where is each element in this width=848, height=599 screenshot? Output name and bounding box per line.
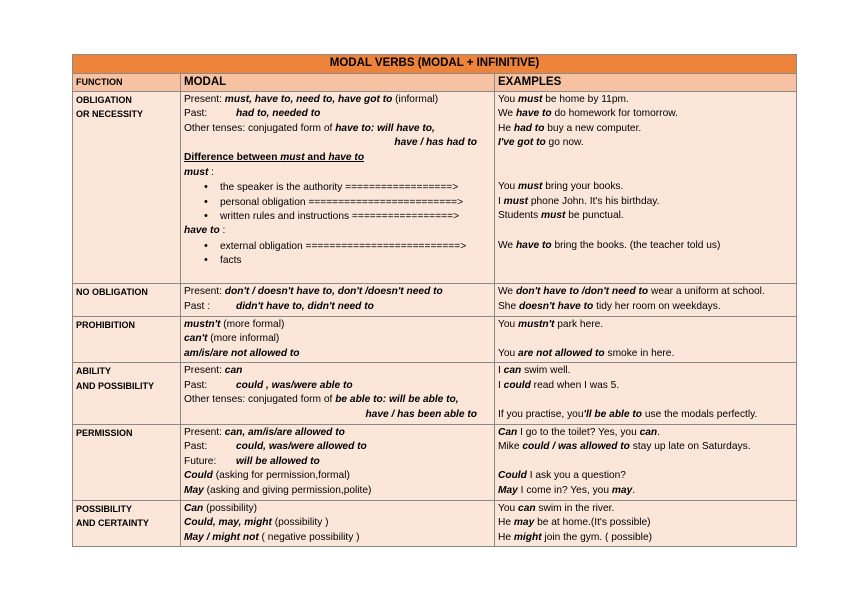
function-cell: POSSIBILITY AND CERTAINTY: [73, 500, 181, 547]
modal-line: [184, 224, 491, 239]
example-text: I ask you a question?: [526, 470, 626, 482]
modal-line: [184, 347, 491, 362]
modal-text: Future:: [184, 455, 217, 467]
modal-text: (asking for permission,formal): [212, 470, 350, 482]
example-text: mustn't: [518, 318, 555, 330]
modal-text: Present:: [184, 365, 225, 377]
example-text: You: [498, 318, 519, 330]
modal-line: [184, 136, 491, 151]
example-line: [498, 93, 793, 108]
modal-text: had to, needed to: [236, 108, 321, 120]
example-text: join the gym. ( possible): [541, 531, 653, 543]
examples-cell: [495, 316, 797, 363]
example-text: must: [518, 181, 543, 193]
modal-line: [184, 455, 491, 470]
examples-cell: [495, 284, 797, 316]
modal-text: :: [208, 166, 215, 178]
example-line: [498, 300, 793, 315]
modal-text: (informal): [392, 93, 439, 105]
header-examples: EXAMPLES: [495, 74, 797, 92]
modal-line: [184, 300, 491, 315]
modal-text: can't: [184, 333, 208, 345]
example-line: [498, 364, 793, 379]
modal-text: Difference between: [184, 151, 281, 163]
modal-text: ( negative possibility ): [258, 531, 360, 543]
modal-line: [184, 379, 491, 394]
example-line: [498, 195, 793, 210]
table-row: [73, 316, 797, 363]
table-row: [73, 424, 797, 500]
example-text: buy a new computer.: [544, 122, 642, 134]
modal-text: must: [280, 151, 305, 163]
example-line: [498, 285, 793, 300]
modal-text: have / has been able to: [365, 409, 477, 421]
modal-text: will be allowed to: [236, 455, 320, 467]
modal-text: and: [304, 151, 329, 163]
example-text: are not allowed to: [518, 347, 605, 359]
modal-line: [184, 516, 491, 531]
modal-line: [184, 285, 491, 300]
modal-text: Present:: [184, 286, 225, 298]
example-line: [498, 379, 793, 394]
modal-text: can: [224, 365, 243, 377]
example-text: bring your books.: [542, 181, 624, 193]
title-row: [73, 55, 797, 74]
example-text: bring the books. (the teacher told us): [551, 239, 721, 251]
modal-text: Other tenses: conjugated form of: [184, 394, 336, 406]
example-text: .: [632, 485, 636, 497]
modal-text: Past:: [184, 379, 208, 391]
function-cell: ABILITY AND POSSIBILITY: [73, 363, 181, 424]
example-text: might: [513, 531, 542, 543]
modal-text: (more formal): [220, 318, 285, 330]
example-line: [498, 239, 793, 254]
example-line: [498, 484, 793, 499]
table-row: [73, 500, 797, 547]
example-text: could: [503, 379, 531, 391]
modal-text: (possibility ): [271, 517, 329, 529]
table-body: [73, 91, 797, 547]
example-text: I: [498, 379, 504, 391]
modal-line: [184, 531, 491, 546]
table-row: [73, 363, 797, 424]
examples-cell: [495, 424, 797, 500]
modal-text: have to: [184, 224, 220, 236]
example-text: Students: [498, 210, 542, 222]
example-text: phone John. It's his birthday.: [528, 195, 660, 207]
modal-line: [184, 253, 491, 268]
example-text: use the modals perfectly.: [641, 409, 758, 421]
modal-text: mustn't: [184, 318, 221, 330]
example-text: can: [639, 426, 658, 438]
example-text: be at home.(It's possible): [534, 517, 651, 529]
example-text: can: [503, 365, 522, 377]
example-text: I've got to: [498, 137, 546, 149]
example-text: I come in? Yes, you: [517, 485, 612, 497]
modal-text: Past:: [184, 108, 208, 120]
example-text: have to: [515, 108, 552, 120]
example-text: You: [498, 181, 519, 193]
example-text: I go to the toilet? Yes, you: [517, 426, 640, 438]
function-cell: PROHIBITION: [73, 316, 181, 363]
example-text: must: [503, 195, 529, 207]
modal-text: the speaker is the authority ==================>: [220, 182, 459, 194]
modal-line: [184, 484, 491, 499]
example-line: [498, 209, 793, 224]
example-line: [498, 151, 793, 166]
modal-text: :: [219, 224, 226, 236]
example-text: We: [498, 108, 516, 120]
modal-text: written rules and instructions =================>: [220, 211, 460, 223]
example-text: He: [498, 517, 514, 529]
modal-text: (asking and giving permission,polite): [203, 485, 372, 497]
modal-text: must, have to, need to, have got to: [224, 93, 393, 105]
example-line: [498, 347, 793, 362]
example-text: go now.: [545, 137, 584, 149]
example-text: tidy her room on weekdays.: [593, 300, 721, 312]
modal-line: [184, 151, 491, 166]
modal-line: [184, 166, 491, 181]
example-text: He: [498, 122, 514, 134]
modal-text: could, was/were allowed to: [236, 441, 367, 453]
modal-line: [184, 268, 491, 283]
table-row: [73, 91, 797, 284]
example-text: We: [498, 286, 516, 298]
modal-text: (possibility): [203, 502, 258, 514]
example-text: have to: [515, 239, 552, 251]
modal-line: [184, 440, 491, 455]
example-text: 'll be able to: [583, 409, 642, 421]
modal-text: didn't have to, didn't need to: [236, 300, 374, 312]
example-text: Could: [498, 470, 527, 482]
modal-text: be able to: will be able to,: [335, 394, 459, 406]
example-line: [498, 332, 793, 347]
example-line: [498, 180, 793, 195]
modal-text: can, am/is/are allowed to: [224, 426, 345, 438]
example-text: If you practise, you: [498, 409, 584, 421]
example-text: He: [498, 531, 514, 543]
example-text: park here.: [554, 318, 604, 330]
example-line: [498, 426, 793, 441]
modal-text: facts: [220, 255, 242, 267]
modal-line: [184, 408, 491, 423]
example-line: [498, 224, 793, 239]
modal-text: don't / doesn't have to, don't /doesn't need to: [224, 286, 443, 298]
modal-line: [184, 180, 491, 195]
modal-text: Past:: [184, 441, 208, 453]
modal-line: [184, 364, 491, 379]
example-line: [498, 166, 793, 181]
example-text: .: [657, 426, 660, 438]
modal-line: [184, 209, 491, 224]
example-line: [498, 318, 793, 333]
modal-text: Could: [184, 470, 213, 482]
modal-cell: [181, 424, 495, 500]
example-text: do homework for tomorrow.: [551, 108, 678, 120]
table-title: MODAL VERBS (MODAL + INFINITIVE): [73, 55, 797, 74]
modal-line: [184, 393, 491, 408]
example-text: May: [498, 485, 518, 497]
example-text: must: [518, 93, 543, 105]
modal-line: [184, 122, 491, 137]
example-text: be punctual.: [565, 210, 624, 222]
modal-text: Past :: [184, 300, 211, 312]
example-text: You: [498, 93, 519, 105]
examples-cell: [495, 500, 797, 547]
modal-cell: [181, 91, 495, 284]
examples-cell: [495, 363, 797, 424]
function-cell: OBLIGATION OR NECESSITY: [73, 91, 181, 284]
example-text: swim well.: [521, 365, 571, 377]
example-text: We: [498, 239, 516, 251]
modal-text: external obligation ==========================>: [220, 240, 467, 252]
example-text: be home by 11pm.: [542, 93, 629, 105]
modal-text: must: [184, 166, 209, 178]
modal-line: [184, 502, 491, 517]
example-text: doesn't have to: [518, 300, 594, 312]
example-text: swim in the river.: [535, 502, 615, 514]
example-text: can: [518, 502, 536, 514]
example-text: I: [498, 195, 504, 207]
modal-cell: [181, 363, 495, 424]
examples-cell: [495, 91, 797, 284]
modal-cell: [181, 284, 495, 316]
modal-line: [184, 332, 491, 347]
example-text: don't have to /don't need to: [515, 286, 649, 298]
example-text: stay up late on Saturdays.: [629, 441, 751, 453]
example-line: [498, 408, 793, 423]
modal-text: am/is/are not allowed to: [184, 347, 300, 359]
modal-line: [184, 107, 491, 122]
modal-line: [184, 93, 491, 108]
example-text: I: [498, 365, 504, 377]
example-text: She: [498, 300, 519, 312]
modal-line: [184, 195, 491, 210]
example-text: may: [611, 485, 633, 497]
modal-verbs-table: [72, 54, 797, 547]
example-line: [498, 107, 793, 122]
header-row: [73, 74, 797, 92]
example-text: You: [498, 502, 519, 514]
modal-line: [184, 318, 491, 333]
modal-text: could , was/were able to: [236, 379, 353, 391]
modal-text: Other tenses: conjugated form of: [184, 122, 336, 134]
modal-text: have to: [328, 151, 365, 163]
modal-text: have to: will have to,: [335, 122, 435, 134]
example-line: [498, 516, 793, 531]
example-line: [498, 440, 793, 455]
example-text: read when I was 5.: [530, 379, 620, 391]
modal-line: [184, 426, 491, 441]
table-row: [73, 284, 797, 316]
example-line: [498, 393, 793, 408]
example-text: Mike: [498, 441, 523, 453]
function-cell: NO OBLIGATION: [73, 284, 181, 316]
modal-text: (more informal): [207, 333, 280, 345]
example-text: had to: [513, 122, 545, 134]
example-text: You: [498, 347, 519, 359]
example-text: Can: [498, 426, 518, 438]
example-text: must: [541, 210, 566, 222]
example-text: may: [513, 517, 535, 529]
modal-line: [184, 239, 491, 254]
example-line: [498, 502, 793, 517]
modal-cell: [181, 500, 495, 547]
example-line: [498, 122, 793, 137]
modal-text: Can: [184, 502, 204, 514]
modal-text: have / has had to: [394, 137, 477, 149]
example-line: [498, 455, 793, 470]
modal-cell: [181, 316, 495, 363]
example-text: wear a uniform at school.: [648, 286, 765, 298]
modal-text: May / might not: [184, 531, 259, 543]
example-line: [498, 531, 793, 546]
example-text: could / was allowed to: [522, 441, 630, 453]
modal-text: Present:: [184, 93, 225, 105]
function-cell: PERMISSION: [73, 424, 181, 500]
example-text: smoke in here.: [604, 347, 675, 359]
example-line: [498, 136, 793, 151]
example-line: [498, 469, 793, 484]
modal-line: [184, 469, 491, 484]
modal-text: personal obligation =========================>: [220, 196, 464, 208]
example-line: [498, 253, 793, 268]
example-line: [498, 268, 793, 283]
header-modal: MODAL: [181, 74, 495, 92]
modal-text: May: [184, 485, 204, 497]
modal-text: Present:: [184, 426, 225, 438]
header-function: FUNCTION: [73, 74, 181, 92]
modal-text: Could, may, might: [184, 517, 272, 529]
